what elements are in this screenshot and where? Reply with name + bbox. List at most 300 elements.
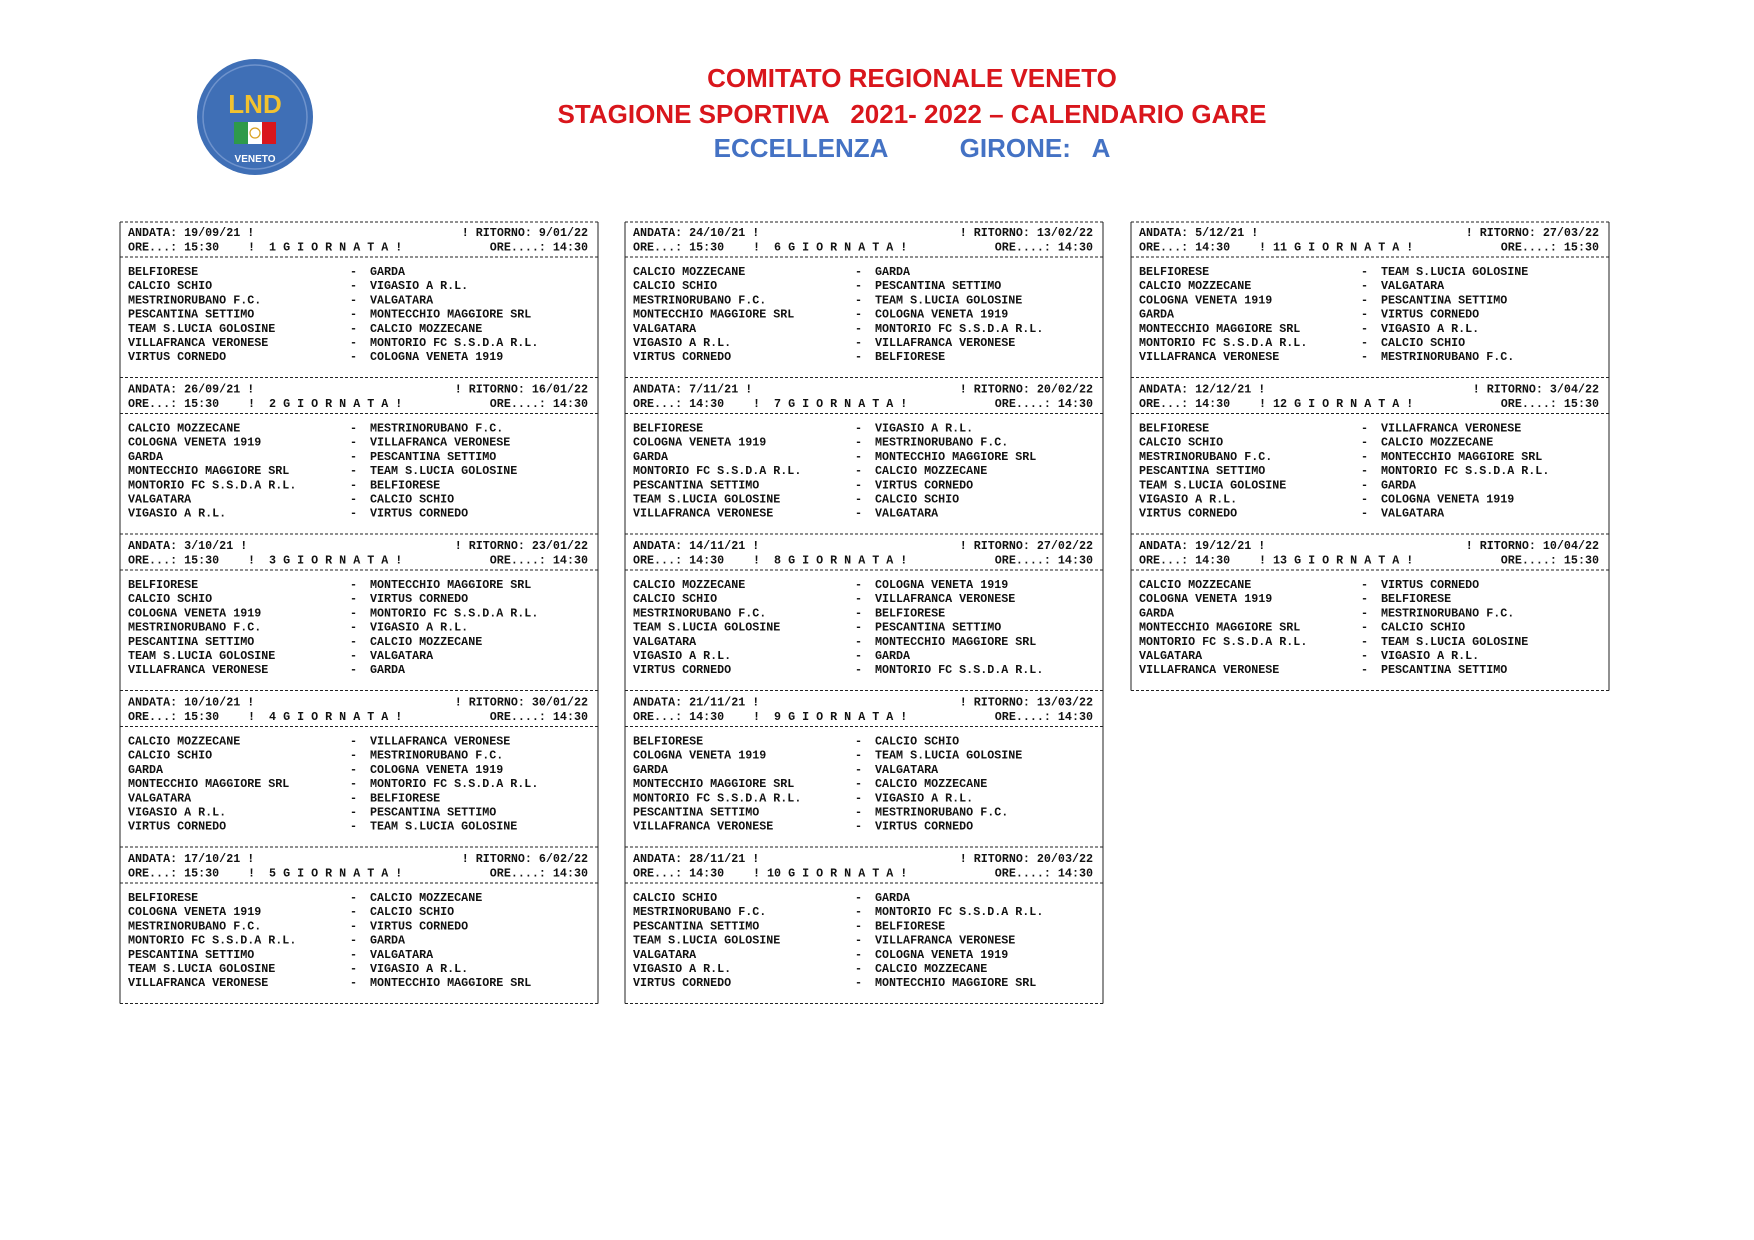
- home-team: CALCIO SCHIO: [1139, 435, 1224, 450]
- round-4: [120, 696, 598, 848]
- home-team: BELFIORESE: [1139, 421, 1210, 436]
- away-team: CALCIO SCHIO: [370, 905, 455, 920]
- away-team: MONTECCHIO MAGGIORE SRL: [875, 976, 1037, 991]
- away-team: VILLAFRANCA VERONESE: [875, 592, 1016, 607]
- giornata-label: ! 1 G I O R N A T A !: [248, 240, 403, 255]
- match-dash: -: [855, 962, 863, 976]
- logo-text: LND: [228, 89, 282, 119]
- home-team: MESTRINORUBANO F.C.: [128, 293, 262, 308]
- andata-date: ANDATA: 24/10/21 !: [633, 226, 760, 240]
- away-team: VIGASIO A R.L.: [370, 620, 469, 635]
- match-dash: -: [855, 905, 863, 920]
- ore-ritorno: ORE....: 14:30: [994, 553, 1093, 568]
- away-team: VIRTUS CORNEDO: [370, 919, 469, 934]
- match-dash: -: [855, 777, 863, 792]
- home-team: VIGASIO A R.L.: [633, 649, 732, 663]
- match-dash: -: [350, 307, 358, 322]
- away-team: VIGASIO A R.L.: [1381, 321, 1480, 336]
- ritorno-date: ! RITORNO: 23/01/22: [454, 539, 588, 553]
- away-team: VALGATARA: [1381, 506, 1445, 521]
- andata-date: ANDATA: 5/12/21 !: [1139, 226, 1259, 240]
- away-team: CALCIO MOZZECANE: [370, 634, 483, 649]
- away-team: VIGASIO A R.L.: [370, 962, 469, 976]
- away-team: MESTRINORUBANO F.C.: [1381, 606, 1515, 621]
- match-dash: -: [855, 762, 863, 777]
- home-team: CALCIO SCHIO: [633, 891, 718, 905]
- ore-andata: ORE...: 14:30: [633, 553, 725, 568]
- home-team: TEAM S.LUCIA GOLOSINE: [128, 962, 276, 976]
- match-dash: -: [1361, 307, 1369, 322]
- match-dash: -: [1361, 435, 1369, 450]
- home-team: VALGATARA: [128, 492, 192, 507]
- ore-ritorno: ORE....: 15:30: [1500, 240, 1599, 255]
- away-team: CALCIO SCHIO: [370, 492, 455, 507]
- home-team: BELFIORESE: [128, 891, 199, 905]
- away-team: MONTORIO FC S.S.D.A R.L.: [370, 606, 539, 621]
- match-dash: -: [350, 634, 358, 649]
- home-team: VILLAFRANCA VERONESE: [128, 663, 269, 678]
- home-team: VIGASIO A R.L.: [633, 962, 732, 976]
- home-team: PESCANTINA SETTIMO: [633, 478, 760, 493]
- match-dash: -: [855, 293, 863, 308]
- match-dash: -: [350, 947, 358, 962]
- match-dash: -: [855, 649, 863, 663]
- away-team: MESTRINORUBANO F.C.: [370, 748, 504, 763]
- round-5: [120, 852, 598, 1004]
- match-dash: -: [350, 336, 358, 350]
- away-team: MONTORIO FC S.S.D.A R.L.: [1381, 464, 1550, 479]
- match-dash: -: [855, 321, 863, 336]
- ore-ritorno: ORE....: 14:30: [489, 553, 588, 568]
- round-2: [120, 383, 598, 535]
- away-team: VALGATARA: [370, 293, 434, 308]
- away-team: VALGATARA: [1381, 279, 1445, 294]
- giornata-label: ! 11 G I O R N A T A !: [1259, 240, 1414, 255]
- home-team: MESTRINORUBANO F.C.: [633, 293, 767, 308]
- away-team: VIGASIO A R.L.: [875, 421, 974, 436]
- home-team: COLOGNA VENETA 1919: [1139, 293, 1273, 308]
- home-team: CALCIO SCHIO: [128, 748, 213, 763]
- home-team: VALGATARA: [633, 321, 697, 336]
- away-team: VIRTUS CORNEDO: [1381, 307, 1480, 322]
- away-team: MESTRINORUBANO F.C.: [1381, 350, 1515, 365]
- home-team: VIGASIO A R.L.: [128, 805, 227, 820]
- away-team: GARDA: [370, 663, 406, 678]
- match-dash: -: [1361, 634, 1369, 649]
- match-dash: -: [855, 748, 863, 763]
- home-team: COLOGNA VENETA 1919: [128, 606, 262, 621]
- match-dash: -: [350, 819, 358, 834]
- away-team: CALCIO MOZZECANE: [875, 777, 988, 792]
- schedule-column-3: [1129, 212, 1611, 694]
- away-team: VALGATARA: [370, 947, 434, 962]
- ore-ritorno: ORE....: 14:30: [489, 397, 588, 411]
- home-team: COLOGNA VENETA 1919: [633, 435, 767, 450]
- match-dash: -: [350, 762, 358, 777]
- away-team: GARDA: [370, 933, 406, 948]
- away-team: VALGATARA: [370, 649, 434, 663]
- home-team: PESCANTINA SETTIMO: [128, 307, 255, 322]
- match-dash: -: [350, 449, 358, 464]
- home-team: MONTORIO FC S.S.D.A R.L.: [633, 791, 802, 806]
- home-team: VALGATARA: [633, 947, 697, 962]
- match-dash: -: [350, 350, 358, 365]
- andata-date: ANDATA: 21/11/21 !: [633, 695, 760, 710]
- giornata-label: ! 5 G I O R N A T A !: [248, 866, 403, 881]
- home-team: MESTRINORUBANO F.C.: [633, 606, 767, 621]
- away-team: TEAM S.LUCIA GOLOSINE: [1381, 634, 1529, 649]
- away-team: GARDA: [370, 265, 406, 279]
- away-team: MONTORIO FC S.S.D.A R.L.: [370, 777, 539, 792]
- away-team: MONTECCHIO MAGGIORE SRL: [1381, 449, 1543, 464]
- away-team: MESTRINORUBANO F.C.: [875, 435, 1009, 450]
- match-dash: -: [1361, 592, 1369, 607]
- ore-ritorno: ORE....: 14:30: [489, 866, 588, 881]
- ritorno-date: ! RITORNO: 27/02/22: [959, 539, 1093, 553]
- home-team: COLOGNA VENETA 1919: [128, 435, 262, 450]
- match-dash: -: [1361, 492, 1369, 507]
- ritorno-date: ! RITORNO: 20/02/22: [959, 382, 1093, 397]
- match-dash: -: [350, 592, 358, 607]
- match-dash: -: [855, 734, 863, 749]
- andata-date: ANDATA: 19/09/21 !: [128, 226, 255, 240]
- away-team: MONTECCHIO MAGGIORE SRL: [875, 634, 1037, 649]
- match-dash: -: [855, 449, 863, 464]
- match-dash: -: [1361, 293, 1369, 308]
- match-dash: -: [350, 919, 358, 934]
- away-team: VIRTUS CORNEDO: [370, 592, 469, 607]
- round-3: [120, 539, 598, 691]
- match-dash: -: [350, 620, 358, 635]
- home-team: COLOGNA VENETA 1919: [633, 748, 767, 763]
- away-team: CALCIO SCHIO: [1381, 336, 1466, 350]
- home-team: VALGATARA: [128, 791, 192, 806]
- away-team: VIRTUS CORNEDO: [875, 478, 974, 493]
- match-dash: -: [855, 663, 863, 678]
- match-dash: -: [350, 649, 358, 663]
- away-team: COLOGNA VENETA 1919: [875, 307, 1009, 322]
- match-dash: -: [1361, 336, 1369, 350]
- home-team: VILLAFRANCA VERONESE: [633, 819, 774, 834]
- home-team: VIRTUS CORNEDO: [128, 350, 227, 365]
- home-team: TEAM S.LUCIA GOLOSINE: [633, 933, 781, 948]
- away-team: CALCIO MOZZECANE: [1381, 435, 1494, 450]
- away-team: TEAM S.LUCIA GOLOSINE: [370, 464, 518, 479]
- home-team: VILLAFRANCA VERONESE: [128, 336, 269, 350]
- ore-ritorno: ORE....: 14:30: [489, 710, 588, 724]
- match-dash: -: [350, 905, 358, 920]
- home-team: GARDA: [128, 449, 164, 464]
- match-dash: -: [855, 421, 863, 436]
- schedule-column-1: [118, 212, 600, 1007]
- away-team: VALGATARA: [875, 762, 939, 777]
- home-team: VILLAFRANCA VERONESE: [1139, 350, 1280, 365]
- away-team: VILLAFRANCA VERONESE: [370, 734, 511, 749]
- andata-date: ANDATA: 19/12/21 !: [1139, 539, 1266, 553]
- home-team: MONTECCHIO MAGGIORE SRL: [128, 777, 290, 792]
- home-team: GARDA: [1139, 307, 1175, 322]
- match-dash: -: [855, 265, 863, 279]
- away-team: MONTORIO FC S.S.D.A R.L.: [875, 321, 1044, 336]
- away-team: MESTRINORUBANO F.C.: [875, 805, 1009, 820]
- round-6: [625, 226, 1103, 378]
- away-team: BELFIORESE: [1381, 592, 1452, 607]
- away-team: MONTORIO FC S.S.D.A R.L.: [370, 336, 539, 350]
- logo-subtext: VENETO: [234, 154, 276, 165]
- match-dash: -: [350, 293, 358, 308]
- schedule-svg: [1129, 212, 1611, 694]
- home-team: GARDA: [1139, 606, 1175, 621]
- andata-date: ANDATA: 14/11/21 !: [633, 539, 760, 553]
- home-team: MONTECCHIO MAGGIORE SRL: [128, 464, 290, 479]
- ritorno-date: ! RITORNO: 3/04/22: [1472, 382, 1599, 397]
- home-team: VALGATARA: [1139, 649, 1203, 663]
- ritorno-date: ! RITORNO: 30/01/22: [454, 695, 588, 710]
- away-team: BELFIORESE: [875, 919, 946, 934]
- title-committee: COMITATO REGIONALE VENETO: [707, 63, 1117, 93]
- home-team: GARDA: [128, 762, 164, 777]
- away-team: CALCIO SCHIO: [1381, 620, 1466, 635]
- match-dash: -: [855, 620, 863, 635]
- match-dash: -: [1361, 464, 1369, 479]
- away-team: PESCANTINA SETTIMO: [1381, 663, 1508, 678]
- match-dash: -: [1361, 321, 1369, 336]
- ritorno-date: ! RITORNO: 27/03/22: [1465, 226, 1599, 240]
- ore-andata: ORE...: 15:30: [128, 710, 220, 724]
- ore-ritorno: ORE....: 14:30: [994, 866, 1093, 881]
- match-dash: -: [350, 791, 358, 806]
- home-team: CALCIO SCHIO: [633, 279, 718, 294]
- home-team: VIGASIO A R.L.: [128, 506, 227, 521]
- match-dash: -: [855, 492, 863, 507]
- giornata-label: ! 13 G I O R N A T A !: [1259, 553, 1414, 568]
- match-dash: -: [350, 492, 358, 507]
- ritorno-date: ! RITORNO: 6/02/22: [461, 852, 588, 866]
- match-dash: -: [855, 606, 863, 621]
- home-team: VIGASIO A R.L.: [633, 336, 732, 350]
- match-dash: -: [1361, 620, 1369, 635]
- title-group: ECCELLENZA GIRONE: A: [713, 133, 1111, 163]
- home-team: CALCIO MOZZECANE: [128, 734, 241, 749]
- away-team: TEAM S.LUCIA GOLOSINE: [875, 293, 1023, 308]
- away-team: COLOGNA VENETA 1919: [875, 947, 1009, 962]
- home-team: CALCIO SCHIO: [633, 592, 718, 607]
- andata-date: ANDATA: 3/10/21 !: [128, 539, 248, 553]
- match-dash: -: [350, 777, 358, 792]
- home-team: PESCANTINA SETTIMO: [128, 634, 255, 649]
- match-dash: -: [350, 421, 358, 436]
- home-team: MONTORIO FC S.S.D.A R.L.: [1139, 634, 1308, 649]
- schedule-svg: [118, 212, 600, 1007]
- away-team: PESCANTINA SETTIMO: [370, 449, 497, 464]
- away-team: MONTORIO FC S.S.D.A R.L.: [875, 663, 1044, 678]
- home-team: TEAM S.LUCIA GOLOSINE: [1139, 478, 1287, 493]
- home-team: TEAM S.LUCIA GOLOSINE: [633, 492, 781, 507]
- andata-date: ANDATA: 7/11/21 !: [633, 382, 753, 397]
- home-team: PESCANTINA SETTIMO: [128, 947, 255, 962]
- away-team: COLOGNA VENETA 1919: [875, 578, 1009, 592]
- home-team: CALCIO MOZZECANE: [1139, 279, 1252, 294]
- away-team: PESCANTINA SETTIMO: [370, 805, 497, 820]
- home-team: MONTECCHIO MAGGIORE SRL: [633, 307, 795, 322]
- away-team: GARDA: [1381, 478, 1417, 493]
- away-team: VIRTUS CORNEDO: [875, 819, 974, 834]
- match-dash: -: [1361, 449, 1369, 464]
- home-team: MESTRINORUBANO F.C.: [128, 919, 262, 934]
- match-dash: -: [855, 279, 863, 294]
- away-team: VALGATARA: [875, 506, 939, 521]
- match-dash: -: [350, 464, 358, 479]
- home-team: BELFIORESE: [128, 265, 199, 279]
- home-team: VILLAFRANCA VERONESE: [1139, 663, 1280, 678]
- away-team: VIRTUS CORNEDO: [370, 506, 469, 521]
- home-team: MONTORIO FC S.S.D.A R.L.: [1139, 336, 1308, 350]
- ore-andata: ORE...: 14:30: [633, 397, 725, 411]
- away-team: BELFIORESE: [370, 478, 441, 493]
- away-team: CALCIO SCHIO: [875, 492, 960, 507]
- home-team: COLOGNA VENETA 1919: [1139, 592, 1273, 607]
- round-9: [625, 696, 1103, 848]
- match-dash: -: [855, 791, 863, 806]
- match-dash: -: [855, 976, 863, 991]
- match-dash: -: [1361, 279, 1369, 294]
- match-dash: -: [855, 578, 863, 592]
- andata-date: ANDATA: 12/12/21 !: [1139, 382, 1266, 397]
- away-team: CALCIO MOZZECANE: [875, 464, 988, 479]
- home-team: GARDA: [633, 762, 669, 777]
- ore-andata: ORE...: 15:30: [128, 240, 220, 255]
- ore-ritorno: ORE....: 14:30: [489, 240, 588, 255]
- match-dash: -: [855, 464, 863, 479]
- away-team: MESTRINORUBANO F.C.: [370, 421, 504, 436]
- home-team: MESTRINORUBANO F.C.: [633, 905, 767, 920]
- away-team: VILLAFRANCA VERONESE: [875, 336, 1016, 350]
- ore-andata: ORE...: 14:30: [633, 710, 725, 724]
- match-dash: -: [855, 819, 863, 834]
- away-team: CALCIO SCHIO: [875, 734, 960, 749]
- home-team: GARDA: [633, 449, 669, 464]
- match-dash: -: [350, 606, 358, 621]
- ore-andata: ORE...: 15:30: [128, 866, 220, 881]
- home-team: TEAM S.LUCIA GOLOSINE: [633, 620, 781, 635]
- away-team: PESCANTINA SETTIMO: [875, 279, 1002, 294]
- ore-andata: ORE...: 15:30: [128, 553, 220, 568]
- home-team: VIRTUS CORNEDO: [1139, 506, 1238, 521]
- home-team: MONTORIO FC S.S.D.A R.L.: [128, 478, 297, 493]
- home-team: COLOGNA VENETA 1919: [128, 905, 262, 920]
- match-dash: -: [350, 478, 358, 493]
- match-dash: -: [350, 578, 358, 592]
- match-dash: -: [350, 748, 358, 763]
- match-dash: -: [1361, 265, 1369, 279]
- ore-andata: ORE...: 14:30: [1139, 553, 1231, 568]
- away-team: MONTECCHIO MAGGIORE SRL: [875, 449, 1037, 464]
- home-team: MESTRINORUBANO F.C.: [128, 620, 262, 635]
- away-team: VILLAFRANCA VERONESE: [1381, 421, 1522, 436]
- home-team: CALCIO MOZZECANE: [128, 421, 241, 436]
- home-team: BELFIORESE: [633, 734, 704, 749]
- ritorno-date: ! RITORNO: 13/03/22: [959, 695, 1093, 710]
- away-team: MONTORIO FC S.S.D.A R.L.: [875, 905, 1044, 920]
- home-team: VILLAFRANCA VERONESE: [633, 506, 774, 521]
- match-dash: -: [855, 947, 863, 962]
- away-team: VILLAFRANCA VERONESE: [370, 435, 511, 450]
- match-dash: -: [855, 592, 863, 607]
- match-dash: -: [350, 962, 358, 976]
- match-dash: -: [350, 805, 358, 820]
- title-season: STAGIONE SPORTIVA 2021- 2022 – CALENDARIO GARE: [557, 99, 1267, 129]
- match-dash: -: [350, 976, 358, 991]
- ore-ritorno: ORE....: 14:30: [994, 240, 1093, 255]
- home-team: CALCIO MOZZECANE: [633, 578, 746, 592]
- home-team: BELFIORESE: [128, 578, 199, 592]
- away-team: TEAM S.LUCIA GOLOSINE: [875, 748, 1023, 763]
- away-team: COLOGNA VENETA 1919: [370, 762, 504, 777]
- away-team: VILLAFRANCA VERONESE: [875, 933, 1016, 948]
- match-dash: -: [350, 506, 358, 521]
- home-team: TEAM S.LUCIA GOLOSINE: [128, 649, 276, 663]
- match-dash: -: [855, 307, 863, 322]
- match-dash: -: [1361, 506, 1369, 521]
- away-team: BELFIORESE: [370, 791, 441, 806]
- home-team: MONTECCHIO MAGGIORE SRL: [633, 777, 795, 792]
- away-team: BELFIORESE: [875, 606, 946, 621]
- away-team: TEAM S.LUCIA GOLOSINE: [370, 819, 518, 834]
- match-dash: -: [1361, 350, 1369, 365]
- home-team: MONTORIO FC S.S.D.A R.L.: [128, 933, 297, 948]
- home-team: VIGASIO A R.L.: [1139, 492, 1238, 507]
- schedule-column-2: [623, 212, 1105, 1007]
- giornata-label: ! 10 G I O R N A T A !: [753, 866, 908, 881]
- match-dash: -: [350, 663, 358, 678]
- ritorno-date: ! RITORNO: 9/01/22: [461, 226, 588, 240]
- match-dash: -: [350, 891, 358, 905]
- andata-date: ANDATA: 26/09/21 !: [128, 382, 255, 397]
- andata-date: ANDATA: 10/10/21 !: [128, 695, 255, 710]
- away-team: GARDA: [875, 891, 911, 905]
- home-team: MONTECCHIO MAGGIORE SRL: [1139, 620, 1301, 635]
- round-12: [1131, 383, 1609, 535]
- match-dash: -: [855, 933, 863, 948]
- away-team: COLOGNA VENETA 1919: [1381, 492, 1515, 507]
- home-team: BELFIORESE: [1139, 265, 1210, 279]
- away-team: GARDA: [875, 649, 911, 663]
- match-dash: -: [350, 933, 358, 948]
- away-team: VIGASIO A R.L.: [875, 791, 974, 806]
- round-11: [1131, 226, 1609, 378]
- home-team: MONTORIO FC S.S.D.A R.L.: [633, 464, 802, 479]
- round-7: [625, 383, 1103, 535]
- ore-andata: ORE...: 15:30: [128, 397, 220, 411]
- match-dash: -: [855, 350, 863, 365]
- match-dash: -: [855, 805, 863, 820]
- home-team: VIRTUS CORNEDO: [633, 663, 732, 678]
- match-dash: -: [1361, 578, 1369, 592]
- match-dash: -: [350, 279, 358, 294]
- home-team: VIRTUS CORNEDO: [633, 976, 732, 991]
- andata-date: ANDATA: 28/11/21 !: [633, 852, 760, 866]
- away-team: CALCIO MOZZECANE: [875, 962, 988, 976]
- ore-andata: ORE...: 14:30: [1139, 397, 1231, 411]
- match-dash: -: [1361, 663, 1369, 678]
- match-dash: -: [855, 506, 863, 521]
- round-8: [625, 539, 1103, 691]
- away-team: VIGASIO A R.L.: [1381, 649, 1480, 663]
- giornata-label: ! 7 G I O R N A T A !: [753, 397, 908, 411]
- match-dash: -: [855, 634, 863, 649]
- away-team: MONTECCHIO MAGGIORE SRL: [370, 307, 532, 322]
- schedule-svg: [623, 212, 1105, 1007]
